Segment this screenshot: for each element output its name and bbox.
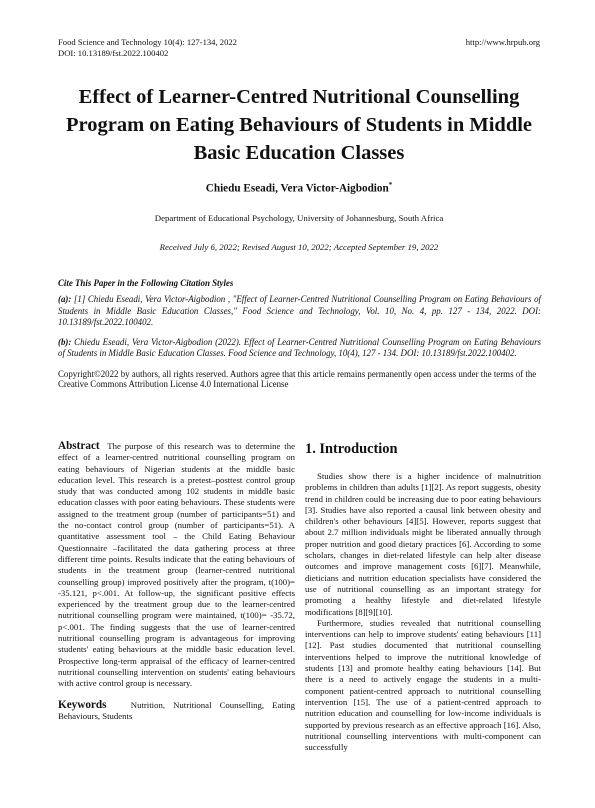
section-heading-introduction: 1. Introduction <box>305 441 398 457</box>
abstract <box>58 441 295 690</box>
citation-a-text: [1] Chiedu Eseadi, Vera Victor-Aigbodion , "Effect of Learner-Centred Nutritional Counselling Program on Eating Behaviours of Students in Middle Basic Education Classes," Food Science and Technology, Vol. 10, No. 4, pp. 127 - 134, 2022. DOI: 10.13189/fst.2022.100402. <box>58 294 541 327</box>
left-column <box>58 441 295 722</box>
intro-paragraph-2: Furthermore, studies revealed that nutritional counselling interventions can help to improve students' eating behaviours [11][12]. Past studies documented that nutritional counselling interventions helped to improve the nutritional knowledge of students [13] and promote healthy eating behaviours [14]. But there is a need to actively engage the students in a multi-component patient-centred approach to nutritional counselling intervention [15]. The use of a patient-centred approach to nutrition education and counselling for low-income individuals is supported by previous research as an effective approach [16]. Also, nutritional counselling interventions with multi-component can successfully <box>305 617 541 753</box>
submission-dates: Received July 6, 2022; Revised August 10, 2022; Accepted September 19, 2022 <box>159 242 439 252</box>
citation-block <box>58 278 541 389</box>
citation-b <box>58 337 541 360</box>
abstract-text: The purpose of this research was to determine the effect of a learner-centred nutritional counselling program on eating behaviours of Nigerian students at the middle basic education level. This research is a pretest–posttest control group study that was conducted among 102 students in middle basic education classes with poor eating behaviours. These students were assigned to the treatment group (number of participants=51) and the no-contact control group (number of participants=51). A quantitative assessment tool – the Child Eating Behaviour Questionnaire –facilitated the data gathering process at three different time points. Results indicate that the eating behaviours of students in the treatment group (learner-centred nutritional counselling group) improved positively after the program, t(100)= -35.121, p<.001. At follow-up, the significant positive effects experienced by the treatment group due to the learner-centred nutritional counselling program were maintained, t(100)= -35.72, p<.001. The finding suggests that the use of learner-centred nutritional counselling program is advantageous for improving students' eating behaviours at the middle basic education level. Prospective long-term appraisal of the efficacy of learner-centred nutritional counselling intervention on students' eating behaviours with active control group is necessary. <box>58 441 296 689</box>
journal-url[interactable]: http://www.hrpub.org <box>465 37 540 47</box>
doi: DOI: 10.13189/fst.2022.100402 <box>58 48 169 58</box>
copyright-notice: Copyright©2022 by authors, all rights reserved. Authors agree that this article remains permanently open access under the terms of the Creative Commons Attribution License 4.0 International License <box>58 368 537 389</box>
citation-b-text: Chiedu Eseadi, Vera Victor-Aigbodion (2022). Effect of Learner-Centred Nutritional Counselling Program on Eating Behaviours of Students in Middle Basic Education Classes. Food Science and Technology, 10(4), 127 - 134. DOI: 10.13189/fst.2022.100402. <box>58 337 541 359</box>
citation-b-label: (b): <box>58 337 72 348</box>
citation-a-label: (a): <box>58 294 72 305</box>
running-header <box>58 37 540 59</box>
citation-heading: Cite This Paper in the Following Citation Styles <box>58 278 234 288</box>
abstract-label: Abstract <box>58 440 100 452</box>
journal-citation: Food Science and Technology 10(4): 127-134, 2022 <box>58 37 237 47</box>
affiliation: Department of Educational Psychology, University of Johannesburg, South Africa <box>154 213 444 223</box>
paper-title: Effect of Learner-Centred Nutritional Counselling Program on Eating Behaviours of Students in Middle Basic Education Classes <box>65 86 533 164</box>
authors <box>58 181 540 195</box>
keywords-label: Keywords <box>58 698 107 711</box>
right-column <box>305 441 541 753</box>
intro-paragraph-1: Studies show there is a higher incidence of malnutrition problems in children than adults [1][2]. As report suggests, obesity trend in children could be increasing due to poor eating behaviours [3]. Studies have also reported a causal link between obesity and children's other behaviours [4][5]. However, reports suggest that about 2.7 million individuals might be liberated annually through proper nutrition and good dietary practices [6]. According to some scholars, changes in diet-related lifestyle can help alter disease outcomes and improve management costs [6][7]. Meanwhile, dieticians and nutrition education specialists have considered the use of nutritional counselling as an important strategy for promoting a healthy lifestyle and diet-related lifestyle modifications [8][9][10]. <box>305 471 541 617</box>
author-names: Chiedu Eseadi, Vera Victor-Aigbodion <box>205 182 389 195</box>
citation-a <box>58 294 541 328</box>
keywords <box>58 700 295 723</box>
keywords-text: Nutrition, Nutritional Counselling, Eating Behaviours, Students <box>58 699 295 721</box>
corresponding-author-mark: * <box>388 181 393 189</box>
